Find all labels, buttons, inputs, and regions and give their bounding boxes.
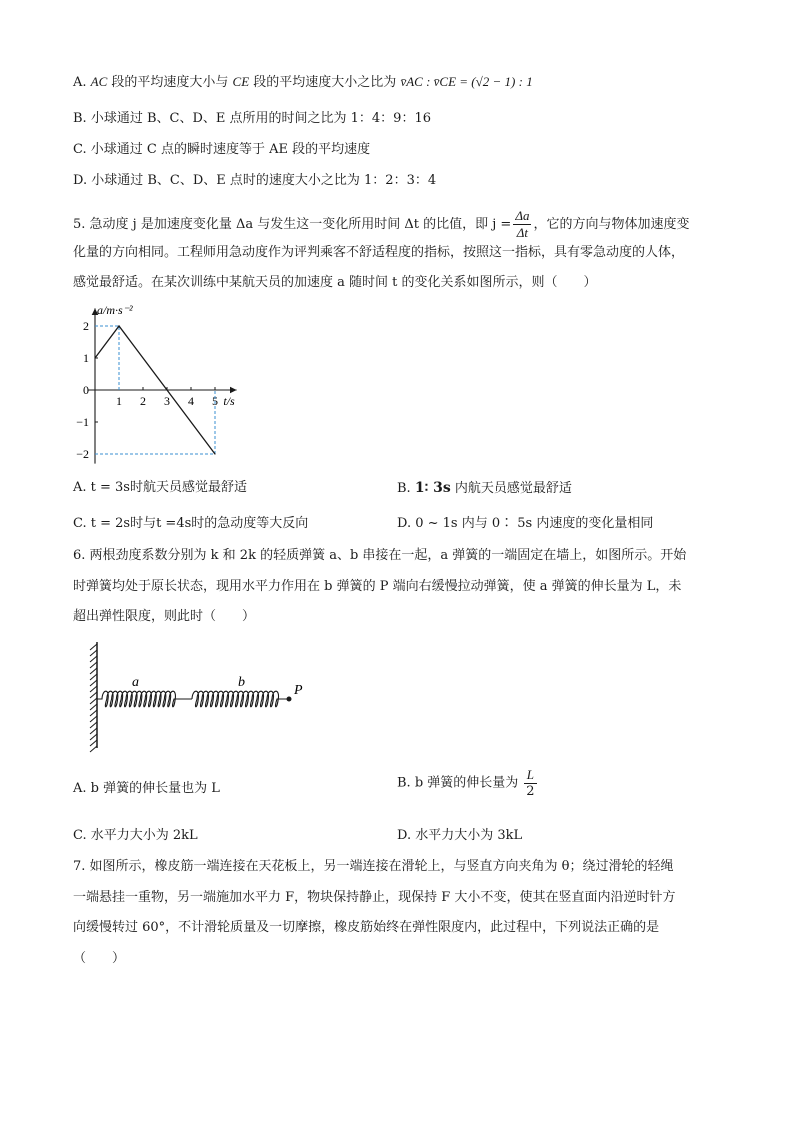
data-point (94, 357, 95, 358)
q6-option-d: D. 水平力大小为 3kL (397, 828, 523, 843)
q5-stem-line3: 感觉最舒适。在某次训练中某航天员的加速度 a 随时间 t 的变化关系如图所示，则（ ） (73, 275, 597, 290)
label-b: b (238, 675, 245, 690)
spring-a (97, 691, 192, 707)
q6-option-b: B. b 弹簧的伸长量为 $\frac{L}{2}$ (397, 767, 535, 799)
q4-option-c: C. 小球通过 C 点的瞬时速度等于 AE 段的平均速度 (73, 142, 371, 157)
x-tick-label: 1 (116, 394, 122, 408)
x-tick-label: 5 (212, 394, 218, 408)
data-point (118, 325, 119, 326)
wall (90, 642, 97, 752)
guide-peak (95, 326, 119, 390)
y-tick-label: 2 (83, 319, 89, 333)
y-axis-label: a/m·s⁻² (97, 303, 133, 317)
spring-b (192, 691, 289, 707)
q4-option-d: D. 小球通过 B、C、D、E 点时的速度大小之比为 1：2：3：4 (73, 173, 437, 188)
q6-stem-line2: 时弹簧均处于原长状态，现用水平力作用在 b 弹簧的 P 端向右缓慢拉动弹簧，使 a 弹簧的伸长量为 L，未 (73, 579, 682, 594)
label-a: a (132, 675, 139, 690)
x-tick-label: 3 (164, 394, 170, 408)
spring-diagram (82, 638, 322, 753)
q7-stem-line1: 7. 如图所示，橡皮筋一端连接在天花板上，另一端连接在滑轮上，与竖直方向夹角为 θ；绕过滑轮的轻绳 (73, 859, 674, 874)
q5-option-d: D. 0 ~ 1s 内与 0∶ 5s 内速度的变化量相同 (397, 516, 654, 531)
q5-stem-line2: 化量的方向相同。工程师用急动度作为评判乘客不舒适程度的指标，按照这一指标，具有零急动度的人体， (73, 245, 685, 260)
y-tick-label: 0 (83, 383, 89, 397)
q5-stem-line1: 5. 急动度 j 是加速度变化量 Δa 与发生这一变化所用时间 Δt 的比值，即 j = $\frac{\Delta a}{\Delta t}$ ，它的方向与物体加速度变 (73, 208, 690, 240)
q4-option-b: B. 小球通过 B、C、D、E 点所用的时间之比为 1：4：9：16 (73, 111, 431, 126)
q5-option-a: A. t = 3s时航天员感觉最舒适 (73, 480, 247, 495)
data-point (214, 453, 215, 454)
point-p (287, 697, 292, 702)
q6-stem-line1: 6. 两根劲度系数分别为 k 和 2k 的轻质弹簧 a、b 串接在一起，a 弹簧的一端固定在墙上，如图所示。开始 (73, 548, 687, 563)
label-p: P (294, 683, 303, 698)
q6-option-a: A. b 弹簧的伸长量也为 L (73, 781, 220, 796)
acceleration-time-chart (70, 300, 250, 465)
x-axis-label: t/s (223, 394, 235, 408)
q4-option-a: A. AC 段的平均速度大小与 CE 段的平均速度大小之比为 v̄AC : v̄CE = (√2 − 1) : 1 (73, 74, 533, 90)
y-tick-label: −2 (76, 447, 89, 461)
jerk-fraction: $\frac{\Delta a}{\Delta t}$ (515, 208, 530, 240)
q6-stem-line3: 超出弹性限度，则此时（ ） (73, 609, 256, 624)
q7-stem-line4: （ ） (73, 951, 126, 966)
q4-option-a-formula: v̄AC : v̄CE = (√2 − 1) : 1 (400, 74, 533, 89)
q7-stem-line3: 向缓慢转过 60°，不计滑轮质量及一切摩擦，橡皮筋始终在弹性限度内，此过程中，下列说法正确的是 (73, 920, 660, 935)
q7-stem-line2: 一端悬挂一重物，另一端施加水平力 F，物块保持静止，现保持 F 大小不变，使其在竖直面内沿逆时针方 (73, 890, 676, 905)
x-tick-label: 2 (140, 394, 146, 408)
y-tick-label: 1 (83, 351, 89, 365)
q5-option-b: B. 1∶ 3s 内航天员感觉最舒适 (397, 480, 572, 496)
x-tick-label: 4 (188, 394, 194, 408)
y-tick-label: −1 (76, 415, 89, 429)
q5-option-c: C. t = 2s时与t =4s时的急动度等大反向 (73, 516, 309, 531)
q6-option-c: C. 水平力大小为 2kL (73, 828, 198, 843)
guide-min (95, 390, 215, 454)
